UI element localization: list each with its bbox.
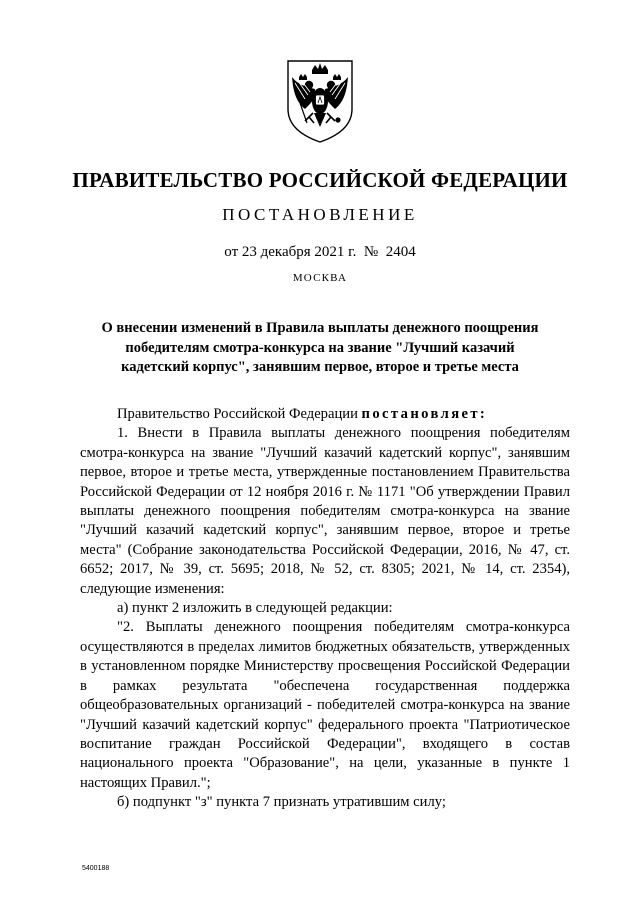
document-type: ПОСТАНОВЛЕНИЕ [222,205,418,224]
intro-emphasis: постановляет: [361,406,488,422]
russian-coat-of-arms-icon [283,57,357,145]
paragraph-4: б) подпункт "з" пункта 7 признать утратившим силу; [117,794,446,811]
document-body [80,405,570,813]
paragraph-3: "2. Выплаты денежного поощрения победителям смотра-конкурса осуществляются в пределах лимитов бюджетных обязательств, утвержденных в установленном порядке Министерству просвещения Российской Федерации в рамках результата "обеспечена государственная поддержка общеобразовательных организаций - победителей смотра-конкурса на звание "Лучший казачий кадетский корпус" федерального проекта "Патриотическое воспитание граждан Российской Федерации", входящего в состав национального проекта "Образование", на цели, указанные в пункте 1 настоящих Правил."; [80,619,570,791]
document-subject: О внесении изменений в Правила выплаты денежного поощрения победителям смотра-конкурса на звание "Лучший казачий кадетский корпус", занявшим первое, второе и третье места [101,320,539,375]
intro-text: Правительство Российской Федерации [117,406,362,422]
government-title: ПРАВИТЕЛЬСТВО РОССИЙСКОЙ ФЕДЕРАЦИИ [72,168,568,192]
date-and-number: от 23 декабря 2021 г. № 2404 [224,244,416,260]
paragraph-1: 1. Внести в Правила выплаты денежного поощрения победителям смотра-конкурса на звание "Лучший казачий кадетский корпус", занявшим первое, второе и третье места, утвержденные постановлением Правительства Российской Федерации от 12 ноября 2016 г. № 1171 "Об утверждении Правил выплаты денежного поощрения победителям смотра-конкурса на звание "Лучший казачий кадетский корпус", занявшим первое, второе и третье места" (Собрание законодательства Российской Федерации, 2016, № 47, ст. 6652; 2017, № 39, ст. 5695; 2018, № 52, ст. 8305; 2021, № 14, ст. 2354), следующие изменения: [80,425,570,597]
footer-code: 5400188 [82,865,110,872]
city: МОСКВА [292,272,348,284]
paragraph-2: а) пункт 2 изложить в следующей редакции: [117,600,393,617]
intro-paragraph [80,405,570,424]
